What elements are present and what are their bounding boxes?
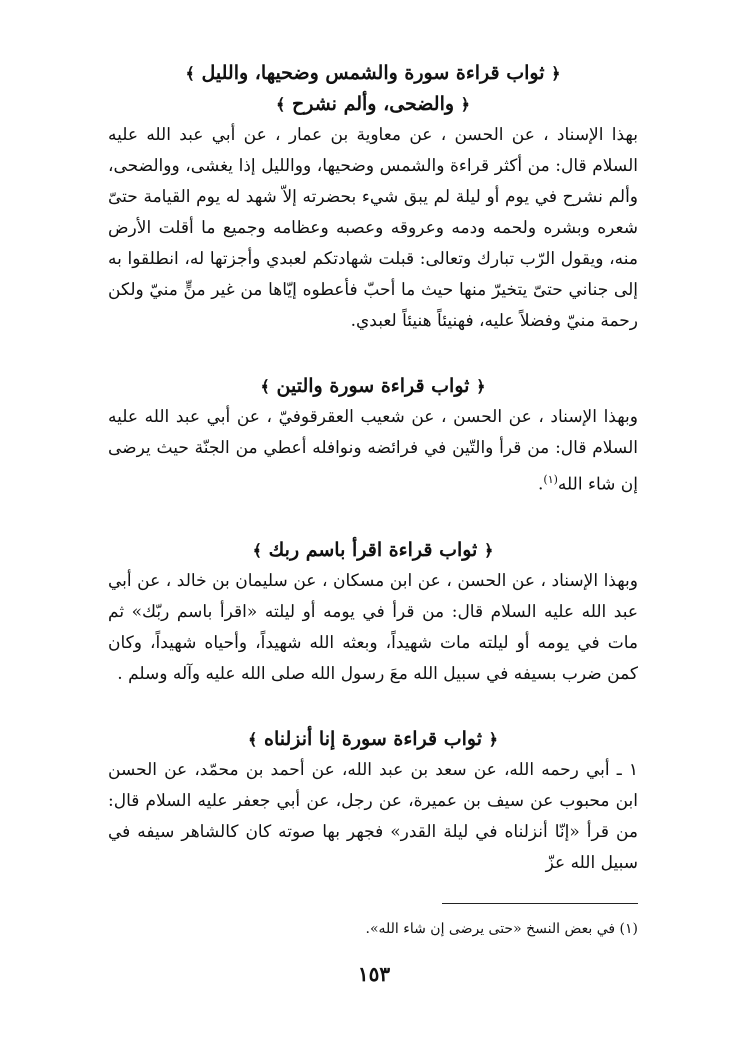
section-title-shams xyxy=(108,58,638,89)
ornament-close: ﴾ xyxy=(252,540,263,560)
section-title-iqra xyxy=(108,535,638,566)
ornament-close: ﴾ xyxy=(248,729,258,749)
section-body-iqra: وبهذا الإسناد ، عن الحسن ، عن ابن مسكان ، عن سليمان بن خالد ، عن أبي عبد الله عليه السلام قال: من قرأ في يومه أو ليلته «اقرأ باسم ربّك» ثم مات في يومه أو ليلته مات شهيداً، وبعثه الله شهيداً، وأحياه شهيداً، وكان كمن ضرب بسيفه في سبيل الله معَ رسول الله صلى الله عليه وآله وسلم . xyxy=(108,570,638,684)
ornament-open: ﴿ xyxy=(460,95,471,114)
section-body-text: وبهذا الإسناد ، عن الحسن ، عن شعيب العقرقوفيّ ، عن أبي عبد الله عليه السلام قال: من قرأ والتّين في فرائضه ونوافله أعطي من الجنّة حيث يرضى إن شاء الله xyxy=(108,407,638,495)
section-title-duha xyxy=(108,89,638,120)
section-body-qadr: ١ ـ أبي رحمه الله، عن سعد بن عبد الله، عن أحمد بن محمّد، عن الحسن ابن محبوب عن سيف بن عميرة، عن رجل، عن أبي جعفر عليه السلام قال: من قرأ «إنّا أنزلناه في ليلة القدر» فجهر بها صوته كان كالشاهر سيفه في سبيل الله عزّ xyxy=(108,759,638,873)
ornament-close: ﴾ xyxy=(185,64,195,83)
page-number: ١٥٣ xyxy=(357,962,391,986)
section-title-tin xyxy=(108,371,638,402)
section-title-text: ثواب قراءة سورة والشمس وضحيها، والليل xyxy=(201,62,545,84)
footnote-divider xyxy=(442,903,638,904)
page-content xyxy=(108,58,638,879)
footnote: (١) في بعض النسخ «حتى يرضى إن شاء الله». xyxy=(365,921,638,937)
ornament-open: ﴿ xyxy=(476,377,486,396)
section-body-end: . xyxy=(538,474,544,495)
section-title-text: ثواب قراءة اقرأ باسم ربك xyxy=(268,538,478,561)
ornament-close: ﴾ xyxy=(260,377,270,396)
section-title-text: ثواب قراءة سورة إنا أنزلناه xyxy=(264,727,482,750)
ornament-open: ﴿ xyxy=(483,540,494,560)
section-body-shams: بهذا الإسناد ، عن الحسن ، عن معاوية بن عمار ، عن أبي عبد الله عليه السلام قال: من أكثر قراءة والشمس وضحيها، ووالليل إذا يغشى، ووالضحى، وألم نشرح في يوم أو ليلة لم يبق شيء بحضرته إلاّ شهد له يوم القيامة حتىّ شعره وبشره ولحمه ودمه وعروقه وعصبه وعظامه وجميع ما أقلت الأرض منه، ويقول الرّب تبارك وتعالى: قبلت شهادتكم لعبدي وأجزتها له، انطلقوا به إلى جناني حتىّ يتخيرّ منها حيث ما أحبّ فأعطوه إيّاها من غير منٍّ منيّ ولكن رحمة منيّ وفضلاً عليه، فهنيئاً هنيئاً لعبدي. xyxy=(108,125,638,331)
section-title-text: والضحى، وألم نشرح xyxy=(291,93,455,115)
ornament-close: ﴾ xyxy=(275,95,286,114)
section-title-qadr xyxy=(108,724,638,755)
ornament-open: ﴿ xyxy=(488,729,498,749)
ornament-open: ﴿ xyxy=(551,64,561,83)
footnote-reference: (١) xyxy=(543,473,558,486)
section-body-tin xyxy=(108,402,638,501)
section-title-text: ثواب قراءة سورة والتين xyxy=(276,375,470,397)
